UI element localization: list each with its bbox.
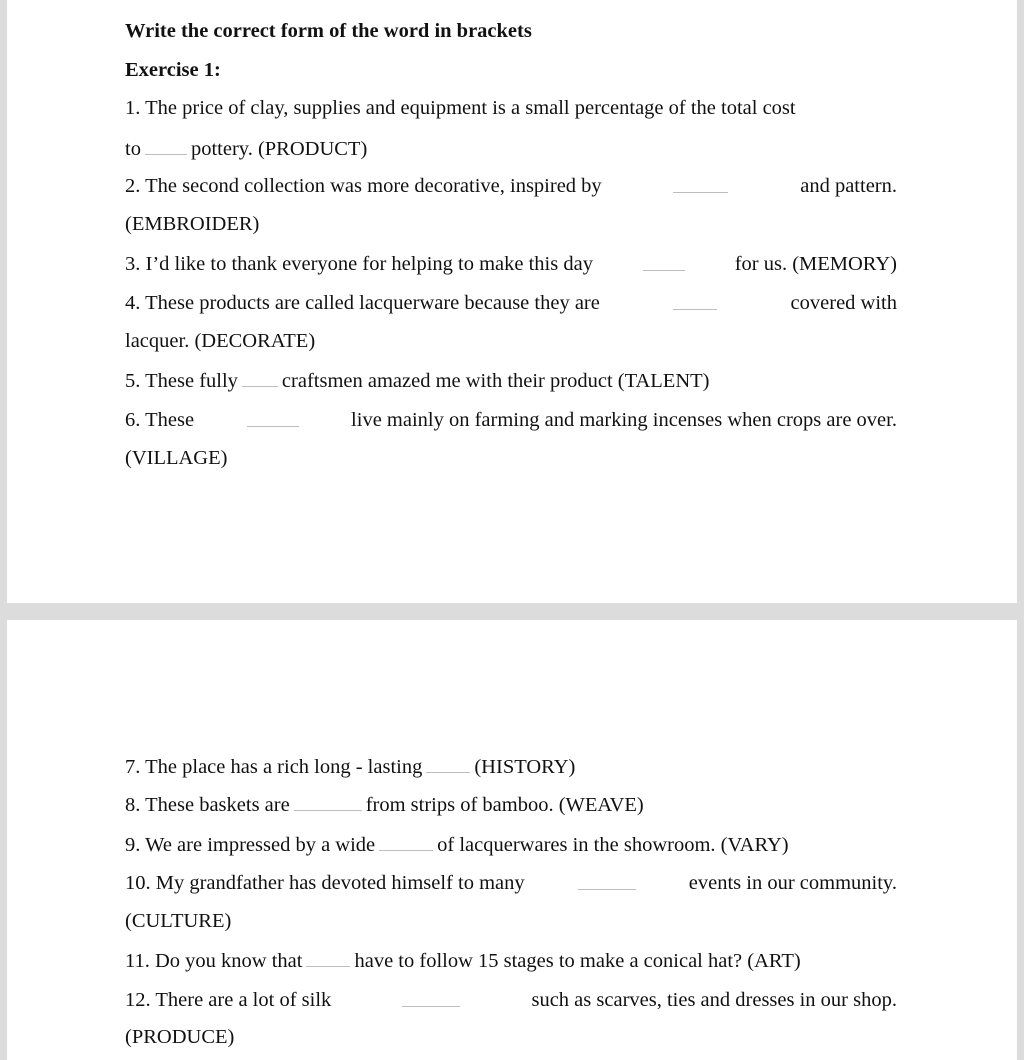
question-10-line-2: (CULTURE) bbox=[125, 910, 232, 932]
question-9: 9. We are impressed by a wide of lacquerwares in the showroom. (VARY) bbox=[125, 834, 789, 856]
question-1-line-1: 1. The price of clay, supplies and equipment is a small percentage of the total cost bbox=[125, 97, 796, 119]
question-6-line-2: (VILLAGE) bbox=[125, 447, 228, 469]
answer-blank bbox=[379, 832, 433, 851]
question-4-line-2: lacquer. (DECORATE) bbox=[125, 330, 316, 352]
exercise-title: Exercise 1: bbox=[125, 59, 221, 81]
question-2-line-1: 2. The second collection was more decorative, inspired by and pattern. bbox=[125, 175, 897, 197]
question-10-line-1: 10. My grandfather has devoted himself to many events in our community. bbox=[125, 872, 897, 894]
document-page-1 bbox=[7, 0, 1017, 603]
question-4-line-1: 4. These products are called lacquerware because they are covered with bbox=[125, 292, 897, 314]
answer-blank bbox=[306, 948, 350, 967]
answer-blank bbox=[145, 136, 187, 155]
page-heading: Write the correct form of the word in brackets bbox=[125, 20, 532, 42]
answer-blank bbox=[673, 174, 728, 193]
question-7: 7. The place has a rich long - lasting (HISTORY) bbox=[125, 756, 576, 778]
question-12-line-2: (PRODUCE) bbox=[125, 1026, 235, 1048]
answer-blank bbox=[402, 988, 460, 1007]
document-page-2 bbox=[7, 620, 1017, 1060]
question-6-line-1: 6. These live mainly on farming and marking incenses when crops are over. bbox=[125, 409, 897, 431]
question-12-line-1: 12. There are a lot of silk such as scarves, ties and dresses in our shop. bbox=[125, 989, 897, 1011]
answer-blank bbox=[426, 754, 470, 773]
answer-blank bbox=[578, 871, 636, 890]
question-3: 3. I’d like to thank everyone for helping to make this day for us. (MEMORY) bbox=[125, 253, 897, 275]
answer-blank bbox=[643, 252, 685, 271]
question-1-line-2: to pottery. (PRODUCT) bbox=[125, 138, 368, 160]
question-5: 5. These fully craftsmen amazed me with their product (TALENT) bbox=[125, 370, 710, 392]
answer-blank bbox=[673, 291, 717, 310]
answer-blank bbox=[242, 368, 278, 387]
answer-blank bbox=[294, 792, 362, 811]
question-11: 11. Do you know that have to follow 15 stages to make a conical hat? (ART) bbox=[125, 950, 801, 972]
question-2-line-2: (EMBROIDER) bbox=[125, 213, 260, 235]
question-8: 8. These baskets are from strips of bamboo. (WEAVE) bbox=[125, 794, 644, 816]
answer-blank bbox=[247, 408, 299, 427]
